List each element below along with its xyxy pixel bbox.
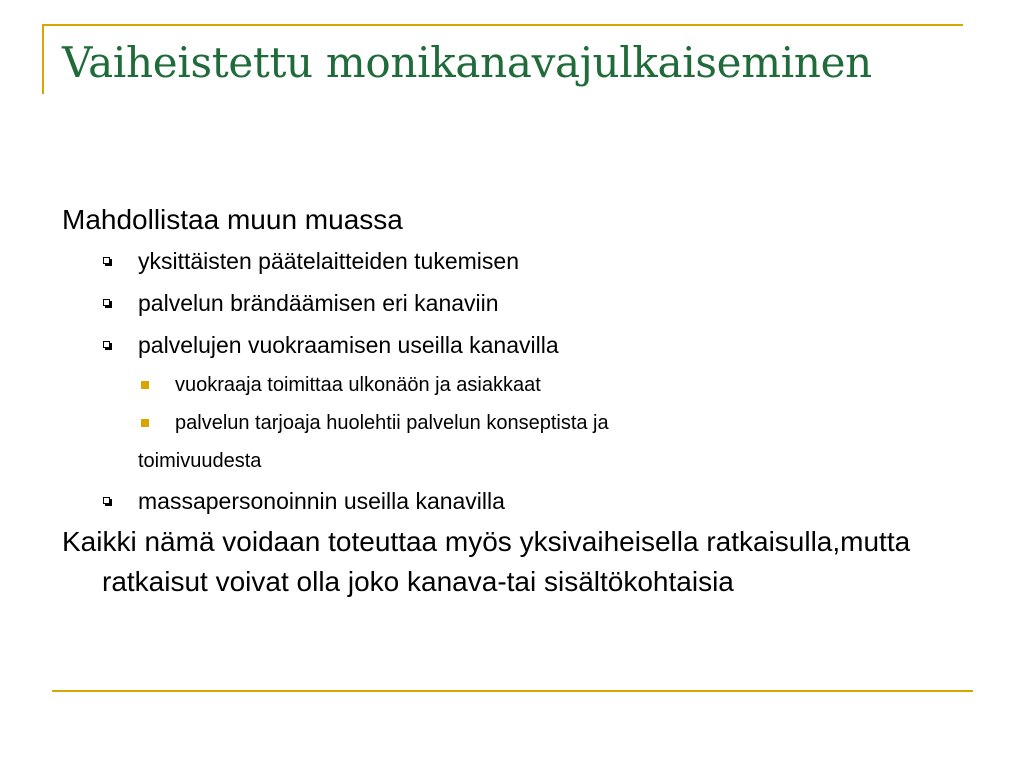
slide-body xyxy=(62,200,962,602)
frame-bottom-line xyxy=(52,690,973,692)
filled-square-bullet-icon xyxy=(141,419,149,427)
square-bullet-icon xyxy=(103,341,110,348)
filled-square-bullet-icon xyxy=(141,381,149,389)
bullet-label: massapersonoinnin useilla kanavilla xyxy=(138,488,505,514)
sub-bullet-item xyxy=(62,366,962,404)
sub-bullet-continuation: toimivuudesta xyxy=(138,450,262,472)
conclusion-text: Kaikki nämä voidaan toteuttaa myös yksivaiheisella ratkaisulla,mutta ratkaisut voivat olla joko kanava-tai sisältökohtaisia xyxy=(62,526,911,597)
bullet-item xyxy=(62,324,962,366)
bullet-label: palvelun brändäämisen eri kanaviin xyxy=(138,290,499,316)
sub-bullet-label: palvelun tarjoaja huolehtii palvelun konseptista ja xyxy=(175,412,609,434)
bullet-label: yksittäisten päätelaitteiden tukemisen xyxy=(138,248,519,274)
bullet-label: palvelujen vuokraamisen useilla kanavilla xyxy=(138,332,559,358)
square-bullet-icon xyxy=(103,299,110,306)
frame-top-line xyxy=(42,24,963,26)
bullet-item xyxy=(62,480,962,522)
intro-text: Mahdollistaa muun muassa xyxy=(62,204,403,235)
bullet-item xyxy=(62,240,962,282)
slide-title: Vaiheistettu monikanavajulkaiseminen xyxy=(62,38,872,87)
square-bullet-icon xyxy=(103,497,110,504)
sub-bullet-label: vuokraaja toimittaa ulkonäön ja asiakkaat xyxy=(175,374,541,396)
square-bullet-icon xyxy=(103,257,110,264)
bullet-item xyxy=(62,282,962,324)
sub-bullet-item xyxy=(62,404,962,442)
frame-vertical-line xyxy=(42,24,44,94)
